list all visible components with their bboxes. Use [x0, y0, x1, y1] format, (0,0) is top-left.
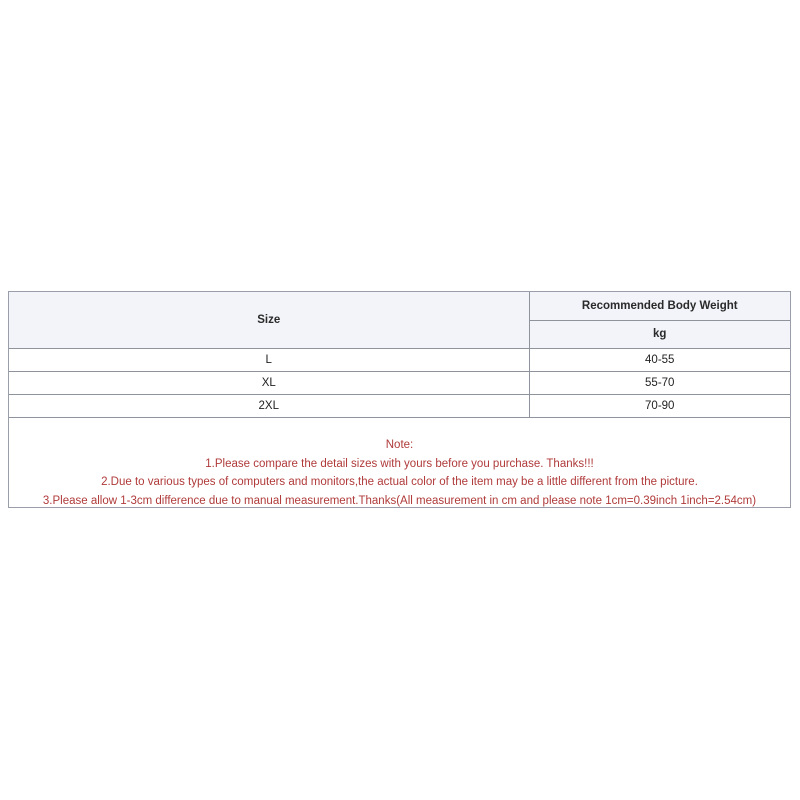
note-line: 3.Please allow 1-3cm difference due to manual measurement.Thanks(All measurement in cm and please note 1cm=0.39inch 1inch=2.54cm) — [42, 494, 757, 507]
size-chart — [8, 291, 791, 508]
weight-cell: 40-55 — [529, 348, 790, 371]
size-table — [9, 292, 790, 418]
note-line: 2.Due to various types of computers and monitors,the actual color of the item may be a little different from the picture. — [101, 476, 698, 488]
note-title: Note: — [385, 439, 414, 451]
note-line: 1.Please compare the detail sizes with yours before you purchase. Thanks!!! — [205, 457, 594, 470]
notes-section — [9, 418, 790, 507]
size-cell: XL — [9, 371, 529, 394]
weight-header: Recommended Body Weight — [529, 292, 790, 320]
size-cell: L — [9, 348, 529, 371]
table-row — [9, 394, 790, 417]
weight-cell: 70-90 — [529, 394, 790, 417]
weight-cell: 55-70 — [529, 371, 790, 394]
unit-header: kg — [529, 320, 790, 348]
table-row — [9, 348, 790, 371]
table-row — [9, 371, 790, 394]
size-header: Size — [9, 292, 529, 348]
size-cell: 2XL — [9, 394, 529, 417]
table-header-row — [9, 292, 790, 320]
